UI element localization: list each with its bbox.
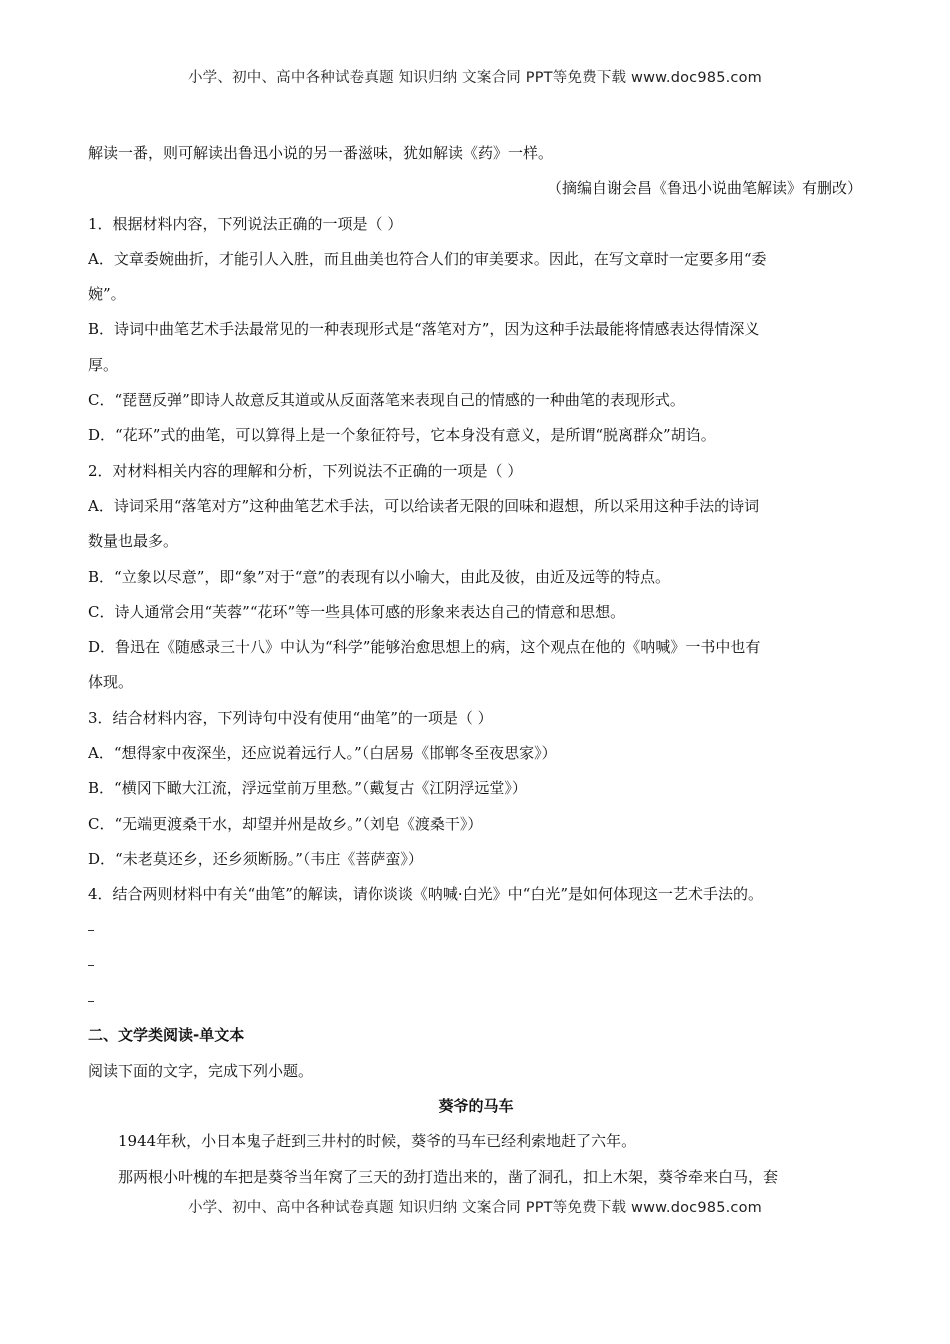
question-2-option-c: C．诗人通常会用“芙蓉”“花环”等一些具体可感的形象来表达自己的情意和思想。 — [88, 602, 626, 621]
question-3-option-b: B．“横冈下瞰大江流，浮远堂前万里愁。”（戴复古《江阴浮远堂》） — [88, 779, 527, 798]
question-3-option-a: A．“想得家中夜深坐，还应说着远行人。”（白居易《邯郸冬至夜思家》） — [88, 744, 557, 763]
page-header: 小学、初中、高中各种试卷真题 知识归纳 文案合同 PPT等免费下载 www.doc985.com — [187, 70, 763, 86]
question-1-option-a: A．文章委婉曲折，才能引人入胜，而且曲美也符合人们的审美要求。因此，在写文章时一定要多用“委 — [88, 249, 767, 268]
reading-instruction: 阅读下面的文字，完成下列小题。 — [88, 1061, 314, 1080]
question-1-option-d: D．“花环”式的曲笔，可以算得上是一个象征符号，它本身没有意义，是所谓“脱离群众”胡诌。 — [88, 426, 716, 445]
question-2-option-d: D．鲁迅在《随感录三十八》中认为“科学”能够治愈思想上的病，这个观点在他的《呐喊》一书中也有 — [88, 638, 761, 657]
question-3-option-c: C．“无端更渡桑干水，却望并州是故乡。”（刘皂《渡桑干》） — [88, 814, 483, 833]
intro-line: 解读一番，则可解读出鲁迅小说的另一番滋味，犹如解读《药》一样。 — [88, 144, 554, 162]
document-body — [88, 136, 864, 1195]
answer-blank-line — [88, 983, 864, 1018]
question-2-stem: 2．对材料相关内容的理解和分析，下列说法不正确的一项是（ ） — [88, 461, 523, 480]
article-paragraph-1: 1944年秋，小日本鬼子赶到三井村的时候，葵爷的马车已经利索地赶了六年。 — [118, 1132, 637, 1151]
answer-blank-line — [88, 913, 864, 948]
question-2-option-a: A．诗词采用“落笔对方”这种曲笔艺术手法，可以给读者无限的回味和遐想，所以采用这种手法的诗词 — [88, 496, 760, 515]
question-1-option-a-cont: 婉”。 — [88, 285, 126, 304]
question-2-option-d-cont: 体现。 — [88, 673, 134, 692]
section-heading: 二、文学类阅读-单文本 — [88, 1026, 245, 1045]
article-paragraph-2: 那两根小叶槐的车把是葵爷当年窝了三天的劲打造出来的，凿了洞孔，扣上木架，葵爷牵来白马，套 — [118, 1167, 779, 1186]
question-1-option-b-cont: 厚。 — [88, 355, 119, 374]
answer-blank-mark — [88, 930, 94, 931]
question-2-option-a-cont: 数量也最多。 — [88, 532, 179, 551]
question-4-stem: 4．结合两则材料中有关“曲笔”的解读，请你谈谈《呐喊·白光》中“白光”是如何体现这一艺术手法的。 — [88, 885, 763, 904]
question-3-option-d: D．“未老莫还乡，还乡须断肠。”（韦庄《菩萨蛮》） — [88, 849, 423, 868]
answer-blank-line — [88, 948, 864, 983]
question-3-stem: 3．结合材料内容，下列诗句中没有使用“曲笔”的一项是（ ） — [88, 708, 493, 727]
question-1-option-b: B．诗词中曲笔艺术手法最常见的一种表现形式是“落笔对方”，因为这种手法最能将情感表达得情深义 — [88, 320, 760, 339]
answer-blank-mark — [88, 965, 94, 966]
page-footer: 小学、初中、高中各种试卷真题 知识归纳 文案合同 PPT等免费下载 www.doc985.com — [187, 1200, 763, 1216]
question-2-option-b: B．“立象以尽意”，即“象”对于“意”的表现有以小喻大，由此及彼，由近及远等的特点。 — [88, 567, 671, 586]
article-title: 葵爷的马车 — [438, 1097, 514, 1116]
source-citation: （摘编自谢会昌《鲁迅小说曲笔解读》有删改） — [546, 179, 862, 198]
question-1-option-c: C．“琵琶反弹”即诗人故意反其道或从反面落笔来表现自己的情感的一种曲笔的表现形式。 — [88, 391, 685, 410]
question-1-stem: 1．根据材料内容，下列说法正确的一项是（ ） — [88, 214, 403, 233]
answer-blank-mark — [88, 1001, 94, 1002]
